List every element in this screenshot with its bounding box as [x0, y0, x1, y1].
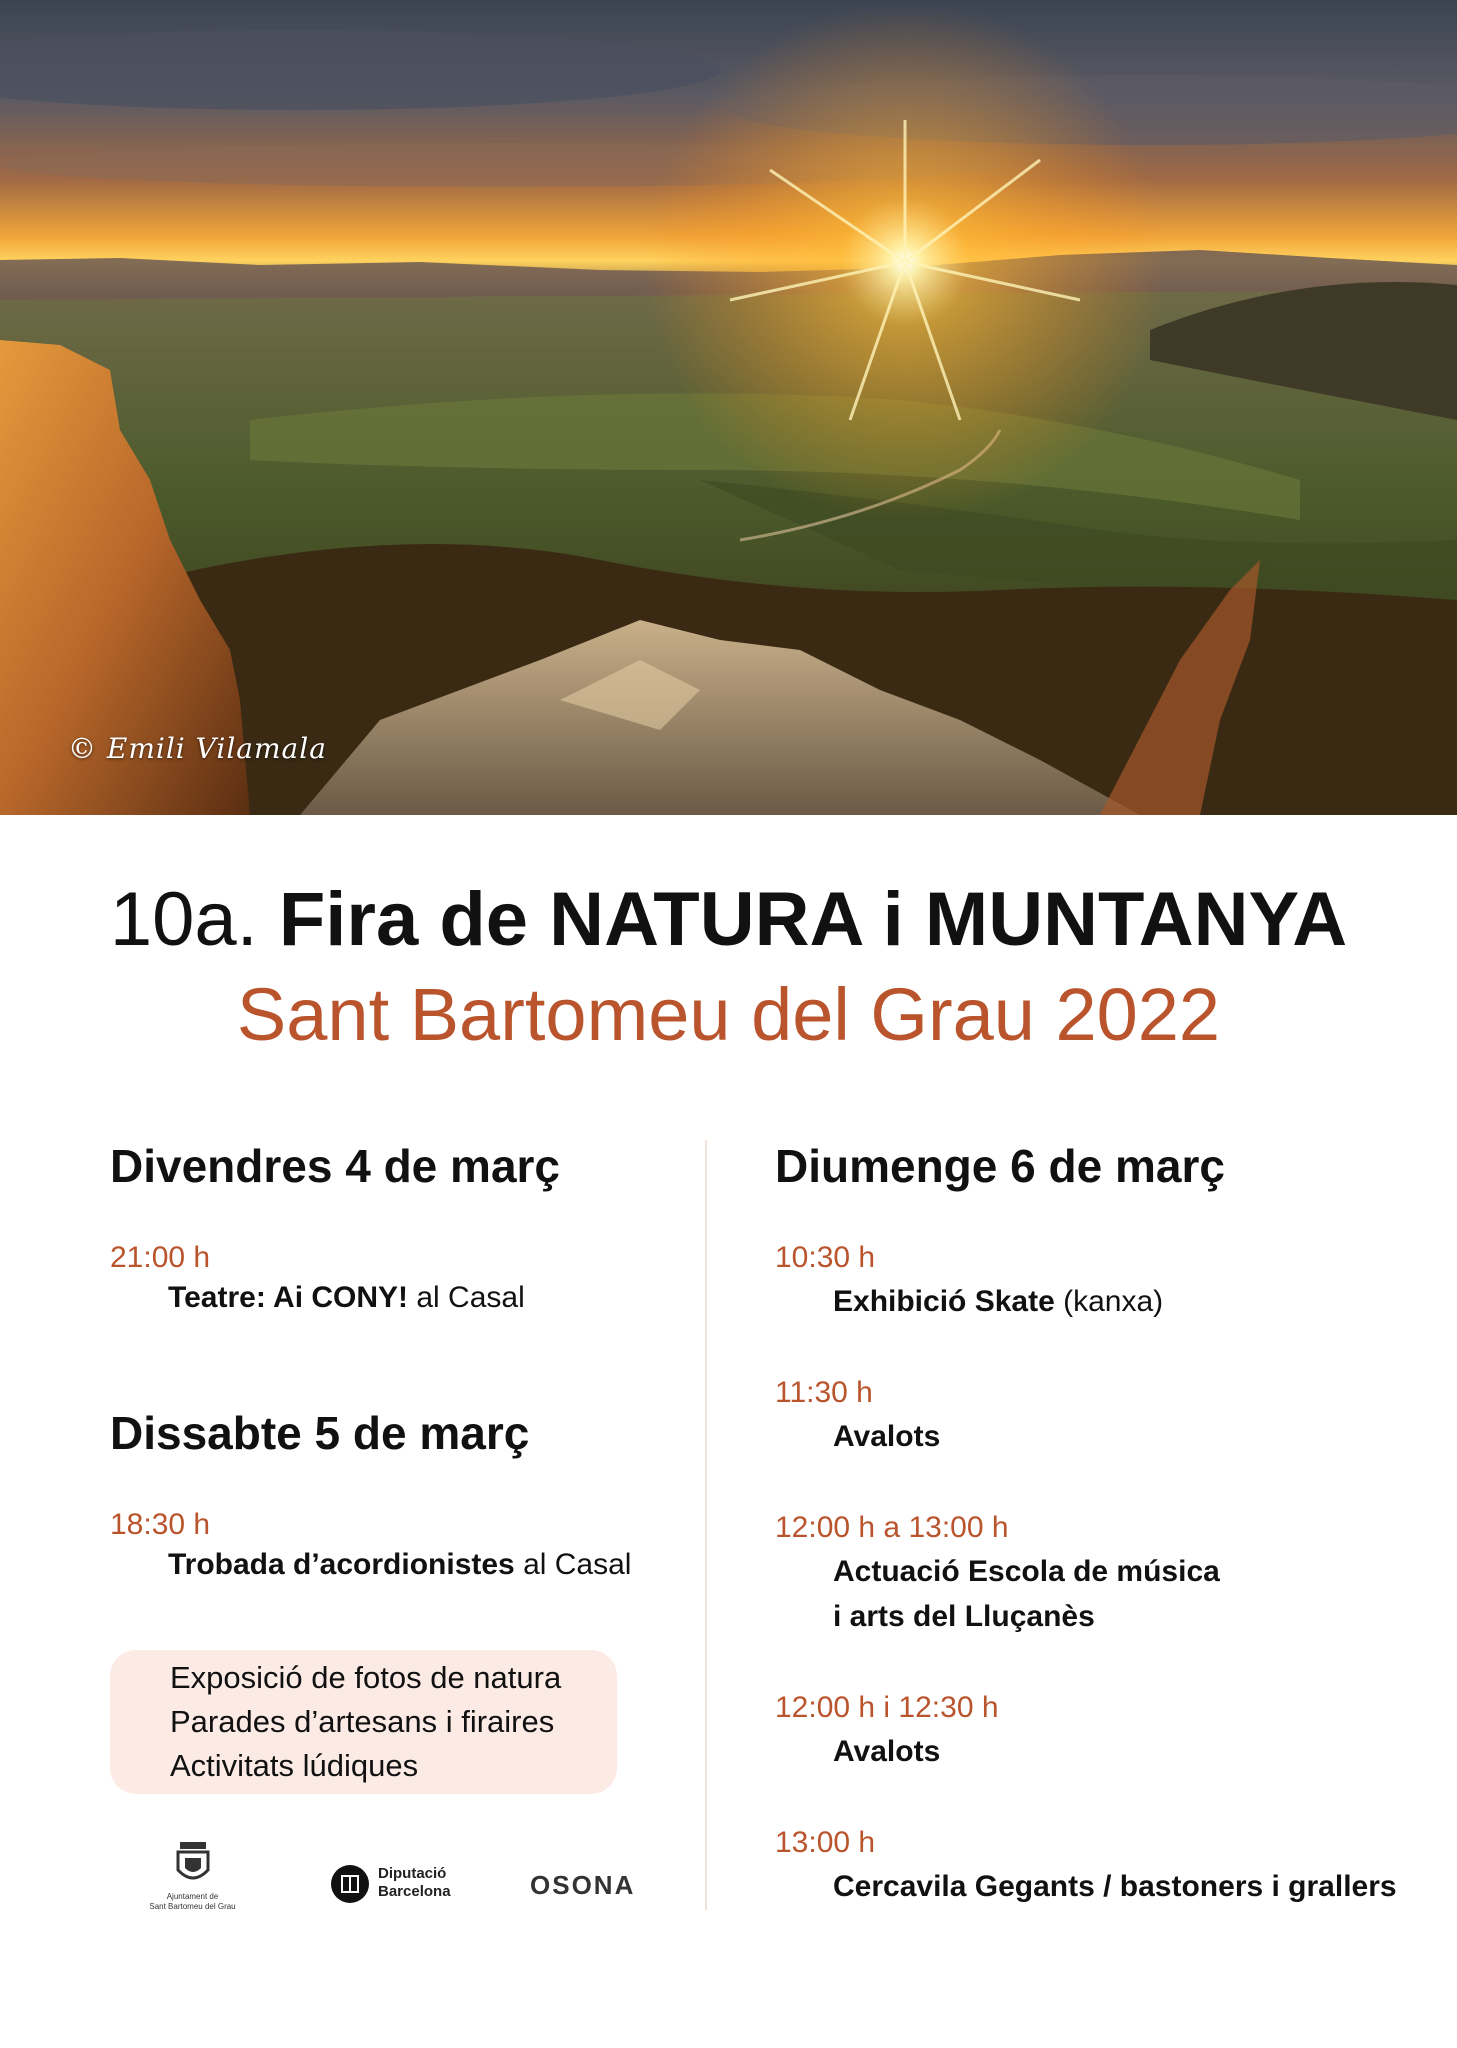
event-time: 21:00 h: [110, 1241, 211, 1274]
day-heading-sunday: Diumenge 6 de març: [775, 1140, 1225, 1192]
diputacio-name: Barcelona: [378, 1883, 451, 1900]
photo-credit: © Emili Vilamala: [68, 732, 327, 765]
event-time: 13:00 h: [775, 1826, 876, 1859]
hero-photo: [0, 0, 1457, 815]
event-time: 10:30 h: [775, 1241, 876, 1274]
event-title-bold: Cercavila Gegants / bastoners i grallers: [833, 1870, 1397, 1903]
event-time: 11:30 h: [775, 1376, 873, 1409]
event-description: [833, 1415, 940, 1459]
info-item: Activitats lúdiques: [170, 1748, 419, 1783]
event-description: [168, 1276, 525, 1320]
event-location: al Casal: [514, 1548, 632, 1581]
event-title-bold: Teatre: Ai CONY!: [168, 1281, 409, 1314]
event-time: 12:00 h a 13:00 h: [775, 1511, 1009, 1544]
event-location: al Casal: [408, 1281, 525, 1314]
diputacio-seal-icon: [330, 1864, 370, 1904]
day-heading-saturday: Dissabte 5 de març: [110, 1407, 530, 1459]
event-description-line2: [833, 1595, 1095, 1639]
event-description: [833, 1280, 1163, 1324]
event-time: 18:30 h: [110, 1508, 211, 1541]
event-description: [168, 1543, 631, 1587]
event-description: [833, 1730, 940, 1774]
ajuntament-logo: [140, 1840, 245, 1920]
event-title-bold: Avalots: [833, 1420, 941, 1453]
landscape-illustration: [0, 0, 1457, 815]
info-item: Exposició de fotos de natura: [170, 1660, 562, 1695]
ajuntament-label: Ajuntament de: [166, 1892, 219, 1901]
info-item: Parades d’artesans i firaires: [170, 1704, 555, 1739]
event-title-bold: Exhibició Skate: [833, 1285, 1055, 1318]
ajuntament-name: Sant Bartomeu del Grau: [149, 1902, 236, 1911]
edition-label: 10a.: [109, 877, 258, 962]
event-description: [833, 1865, 1397, 1909]
event-title-bold: Actuació Escola de música: [833, 1555, 1220, 1588]
event-title-bold: Trobada d’acordionistes: [168, 1548, 515, 1581]
column-divider: [705, 1140, 707, 1910]
event-title-bold: i arts del Lluçanès: [833, 1600, 1095, 1633]
event-title: [0, 875, 1457, 965]
info-box: [110, 1650, 617, 1794]
osona-logo: OSONA: [530, 1870, 636, 1900]
event-title-bold: Avalots: [833, 1735, 941, 1768]
coat-of-arms-icon: [140, 1840, 245, 1890]
event-description: [833, 1550, 1220, 1594]
diputacio-logo: [330, 1864, 470, 1904]
event-location: (kanxa): [1054, 1285, 1164, 1318]
fair-name: Fira de NATURA i MUNTANYA: [278, 877, 1348, 962]
diputacio-label: Diputació: [378, 1865, 447, 1882]
day-heading-friday: Divendres 4 de març: [110, 1140, 561, 1192]
event-subtitle: Sant Bartomeu del Grau 2022: [236, 973, 1221, 1056]
event-time: 12:00 h i 12:30 h: [775, 1691, 999, 1724]
